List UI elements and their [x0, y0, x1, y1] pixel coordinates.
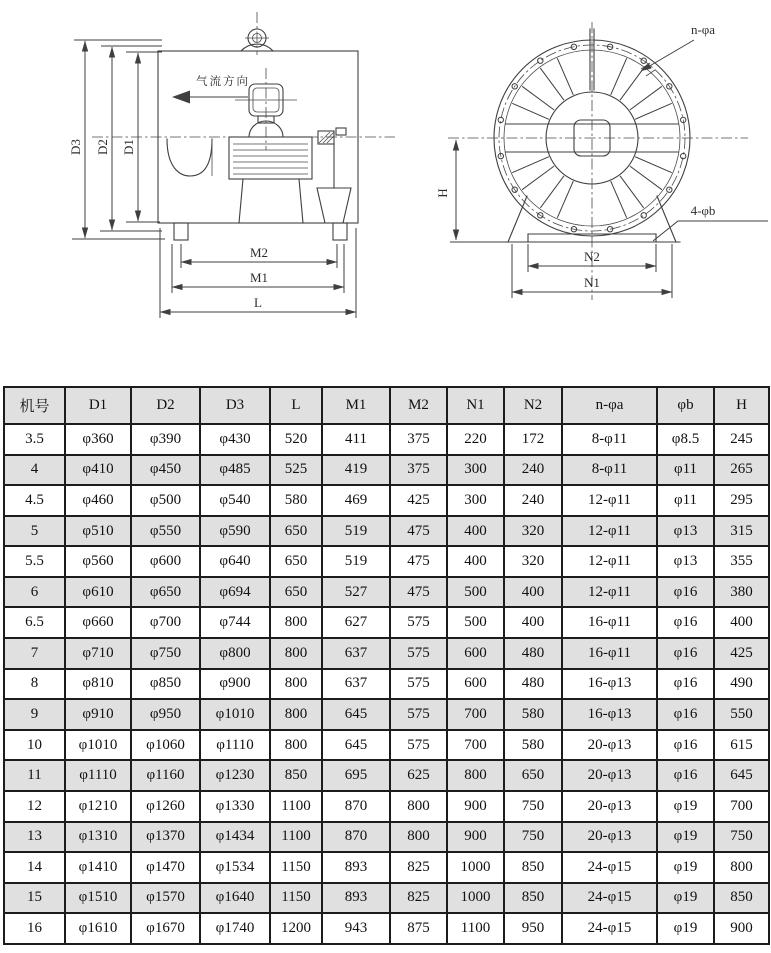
cell: 1100: [270, 822, 322, 853]
cell: 14: [4, 852, 65, 883]
cell: φ1110: [65, 760, 131, 791]
cell: φ360: [65, 424, 131, 455]
cell: 637: [322, 638, 390, 669]
cell: 800: [447, 760, 504, 791]
cell: 15: [4, 883, 65, 914]
cell: 400: [447, 546, 504, 577]
cell: 375: [390, 424, 447, 455]
cell: φ710: [65, 638, 131, 669]
cell: φ1010: [65, 730, 131, 761]
cell: 700: [447, 730, 504, 761]
cell: 24-φ15: [562, 913, 657, 944]
dim-label-n1: N1: [584, 275, 600, 290]
cell: 5: [4, 516, 65, 547]
cell: 645: [714, 760, 769, 791]
cell: 320: [504, 546, 562, 577]
table-row: [4, 485, 769, 516]
cell: φ11: [657, 485, 714, 516]
column-header: D3: [200, 387, 270, 424]
cell: 475: [390, 577, 447, 608]
dim-label-h: H: [435, 188, 450, 198]
cell: φ660: [65, 607, 131, 638]
cell: φ1110: [200, 730, 270, 761]
cell: φ1210: [65, 791, 131, 822]
cell: 600: [447, 638, 504, 669]
cell: 600: [447, 669, 504, 700]
cell: 12-φ11: [562, 546, 657, 577]
cell: 627: [322, 607, 390, 638]
cell: 240: [504, 485, 562, 516]
column-header: φb: [657, 387, 714, 424]
cell: 519: [322, 516, 390, 547]
cell: 700: [714, 791, 769, 822]
column-header: 机号: [4, 387, 65, 424]
cell: φ16: [657, 730, 714, 761]
cell: 800: [270, 669, 322, 700]
cell: 16: [4, 913, 65, 944]
cell: φ13: [657, 546, 714, 577]
cell: 245: [714, 424, 769, 455]
cell: 625: [390, 760, 447, 791]
cell: 637: [322, 669, 390, 700]
cell: φ694: [200, 577, 270, 608]
cell: φ16: [657, 577, 714, 608]
cell: 700: [447, 699, 504, 730]
cell: 825: [390, 883, 447, 914]
cell: 943: [322, 913, 390, 944]
cell: 800: [270, 638, 322, 669]
cell: φ19: [657, 852, 714, 883]
dim-label-d2: D2: [95, 139, 110, 155]
cell: 12: [4, 791, 65, 822]
cell: 825: [390, 852, 447, 883]
cell: 519: [322, 546, 390, 577]
cell: 16-φ11: [562, 638, 657, 669]
dim-label-d3: D3: [68, 139, 83, 155]
cell: φ16: [657, 699, 714, 730]
column-header: N2: [504, 387, 562, 424]
cell: 469: [322, 485, 390, 516]
cell: 695: [322, 760, 390, 791]
cell: 16-φ13: [562, 669, 657, 700]
cell: 580: [504, 699, 562, 730]
label-n-phi-a: n-φa: [690, 22, 716, 37]
cell: 20-φ13: [562, 730, 657, 761]
column-header: M2: [390, 387, 447, 424]
cell: φ540: [200, 485, 270, 516]
cell: φ410: [65, 455, 131, 486]
cell: φ550: [131, 516, 200, 547]
cell: 800: [270, 607, 322, 638]
cell: 850: [504, 852, 562, 883]
cell: 20-φ13: [562, 822, 657, 853]
table-row: [4, 822, 769, 853]
cell: 650: [504, 760, 562, 791]
cell: φ450: [131, 455, 200, 486]
cell: φ1610: [65, 913, 131, 944]
cell: φ19: [657, 883, 714, 914]
cell: 425: [714, 638, 769, 669]
cell: φ700: [131, 607, 200, 638]
cell: 265: [714, 455, 769, 486]
cell: 650: [270, 546, 322, 577]
table-row: [4, 607, 769, 638]
airflow-arrow-icon: [172, 91, 190, 104]
table-row: [4, 883, 769, 914]
cell: φ610: [65, 577, 131, 608]
table-header-row: [4, 387, 769, 424]
cell: 7: [4, 638, 65, 669]
cell: φ850: [131, 669, 200, 700]
cell: φ16: [657, 638, 714, 669]
cell: 4: [4, 455, 65, 486]
cell: φ485: [200, 455, 270, 486]
cell: 615: [714, 730, 769, 761]
cell: 16-φ13: [562, 699, 657, 730]
cell: 425: [390, 485, 447, 516]
cell: φ1740: [200, 913, 270, 944]
cell: 575: [390, 699, 447, 730]
cell: φ900: [200, 669, 270, 700]
cell: φ1160: [131, 760, 200, 791]
cell: φ19: [657, 913, 714, 944]
table-row: [4, 638, 769, 669]
cell: 5.5: [4, 546, 65, 577]
table-row: [4, 424, 769, 455]
cell: 8: [4, 669, 65, 700]
cell: 1150: [270, 883, 322, 914]
cell: 800: [390, 822, 447, 853]
cell: φ8.5: [657, 424, 714, 455]
cell: 480: [504, 638, 562, 669]
cell: 24-φ15: [562, 852, 657, 883]
cell: φ750: [131, 638, 200, 669]
cell: 8-φ11: [562, 424, 657, 455]
table-row: [4, 577, 769, 608]
cell: 645: [322, 699, 390, 730]
cell: 1150: [270, 852, 322, 883]
cell: 850: [714, 883, 769, 914]
cell: 550: [714, 699, 769, 730]
table-row: [4, 546, 769, 577]
cell: 1000: [447, 883, 504, 914]
cell: φ1260: [131, 791, 200, 822]
table-row: [4, 760, 769, 791]
column-header: D1: [65, 387, 131, 424]
cell: φ1010: [200, 699, 270, 730]
column-header: L: [270, 387, 322, 424]
cell: φ600: [131, 546, 200, 577]
cell: 355: [714, 546, 769, 577]
cell: 320: [504, 516, 562, 547]
cell: φ950: [131, 699, 200, 730]
cell: φ19: [657, 791, 714, 822]
cell: 400: [504, 577, 562, 608]
column-header: n-φa: [562, 387, 657, 424]
cell: 525: [270, 455, 322, 486]
cell: φ16: [657, 669, 714, 700]
cell: 1100: [447, 913, 504, 944]
cell: 300: [447, 455, 504, 486]
cell: 4.5: [4, 485, 65, 516]
cell: φ744: [200, 607, 270, 638]
column-header: D2: [131, 387, 200, 424]
cell: 800: [714, 852, 769, 883]
cell: φ1510: [65, 883, 131, 914]
cell: φ1330: [200, 791, 270, 822]
cell: 500: [447, 577, 504, 608]
cell: 950: [504, 913, 562, 944]
cell: φ590: [200, 516, 270, 547]
table-row: [4, 730, 769, 761]
cell: φ1434: [200, 822, 270, 853]
column-header: M1: [322, 387, 390, 424]
cell: φ560: [65, 546, 131, 577]
cell: φ910: [65, 699, 131, 730]
cell: 1000: [447, 852, 504, 883]
cell: 575: [390, 730, 447, 761]
cell: 16-φ11: [562, 607, 657, 638]
dim-label-m1: M1: [249, 270, 269, 285]
cell: φ1470: [131, 852, 200, 883]
cell: φ460: [65, 485, 131, 516]
cell: 750: [714, 822, 769, 853]
cell: 870: [322, 822, 390, 853]
cell: 800: [390, 791, 447, 822]
cell: 480: [504, 669, 562, 700]
cell: 475: [390, 516, 447, 547]
cell: 3.5: [4, 424, 65, 455]
cell: 172: [504, 424, 562, 455]
cell: φ1370: [131, 822, 200, 853]
cell: 893: [322, 852, 390, 883]
cell: 490: [714, 669, 769, 700]
cell: φ500: [131, 485, 200, 516]
cell: 575: [390, 607, 447, 638]
cell: φ390: [131, 424, 200, 455]
cell: 10: [4, 730, 65, 761]
cell: 900: [447, 791, 504, 822]
cell: φ16: [657, 607, 714, 638]
cell: 475: [390, 546, 447, 577]
cell: φ16: [657, 760, 714, 791]
table-row: [4, 852, 769, 883]
cell: 6.5: [4, 607, 65, 638]
cell: 893: [322, 883, 390, 914]
cell: 580: [504, 730, 562, 761]
cell: φ1230: [200, 760, 270, 791]
cell: φ1060: [131, 730, 200, 761]
cell: φ430: [200, 424, 270, 455]
cell: φ640: [200, 546, 270, 577]
cell: 800: [270, 699, 322, 730]
cell: φ510: [65, 516, 131, 547]
dim-label-l: L: [254, 295, 262, 310]
cell: 650: [270, 577, 322, 608]
cell: φ1570: [131, 883, 200, 914]
dim-label-n2: N2: [584, 249, 600, 264]
table-row: [4, 699, 769, 730]
table-row: [4, 516, 769, 547]
dim-label-d1: D1: [121, 139, 136, 155]
cell: 9: [4, 699, 65, 730]
cell: 645: [322, 730, 390, 761]
cell: φ19: [657, 822, 714, 853]
cell: 20-φ13: [562, 760, 657, 791]
cell: 6: [4, 577, 65, 608]
label-4-phi-b: 4-φb: [690, 203, 716, 218]
dimension-table: [3, 386, 770, 945]
cell: φ1310: [65, 822, 131, 853]
column-header: N1: [447, 387, 504, 424]
cell: 24-φ15: [562, 883, 657, 914]
cell: φ1410: [65, 852, 131, 883]
cell: φ810: [65, 669, 131, 700]
cell: 11: [4, 760, 65, 791]
technical-drawing: [0, 0, 771, 360]
cell: 1100: [270, 791, 322, 822]
cell: 380: [714, 577, 769, 608]
cell: 800: [270, 730, 322, 761]
column-header: H: [714, 387, 769, 424]
cell: 295: [714, 485, 769, 516]
cell: 650: [270, 516, 322, 547]
table-row: [4, 669, 769, 700]
cell: 575: [390, 638, 447, 669]
cell: 400: [504, 607, 562, 638]
cell: 500: [447, 607, 504, 638]
cell: 12-φ11: [562, 485, 657, 516]
front-view: [435, 22, 768, 300]
cell: 13: [4, 822, 65, 853]
cell: 750: [504, 822, 562, 853]
cell: 875: [390, 913, 447, 944]
cell: 315: [714, 516, 769, 547]
cell: 750: [504, 791, 562, 822]
table-row: [4, 791, 769, 822]
airflow-direction-label: 气流方向: [196, 76, 250, 88]
cell: 527: [322, 577, 390, 608]
cell: 300: [447, 485, 504, 516]
cell: 1200: [270, 913, 322, 944]
cell: 400: [447, 516, 504, 547]
cell: 240: [504, 455, 562, 486]
cell: 12-φ11: [562, 577, 657, 608]
cell: φ800: [200, 638, 270, 669]
cell: 520: [270, 424, 322, 455]
cell: 900: [714, 913, 769, 944]
cell: 850: [270, 760, 322, 791]
cell: 400: [714, 607, 769, 638]
cell: 850: [504, 883, 562, 914]
cell: φ11: [657, 455, 714, 486]
cell: 575: [390, 669, 447, 700]
cell: 419: [322, 455, 390, 486]
table-row: [4, 913, 769, 944]
cell: 411: [322, 424, 390, 455]
cell: 8-φ11: [562, 455, 657, 486]
cell: 375: [390, 455, 447, 486]
side-view: [68, 12, 395, 318]
cell: φ1670: [131, 913, 200, 944]
cell: 870: [322, 791, 390, 822]
table-row: [4, 455, 769, 486]
dim-label-m2: M2: [249, 245, 269, 260]
cell: 12-φ11: [562, 516, 657, 547]
cell: 900: [447, 822, 504, 853]
cell: φ1534: [200, 852, 270, 883]
cell: φ1640: [200, 883, 270, 914]
cell: 220: [447, 424, 504, 455]
cell: φ650: [131, 577, 200, 608]
cell: 580: [270, 485, 322, 516]
cell: φ13: [657, 516, 714, 547]
cell: 20-φ13: [562, 791, 657, 822]
